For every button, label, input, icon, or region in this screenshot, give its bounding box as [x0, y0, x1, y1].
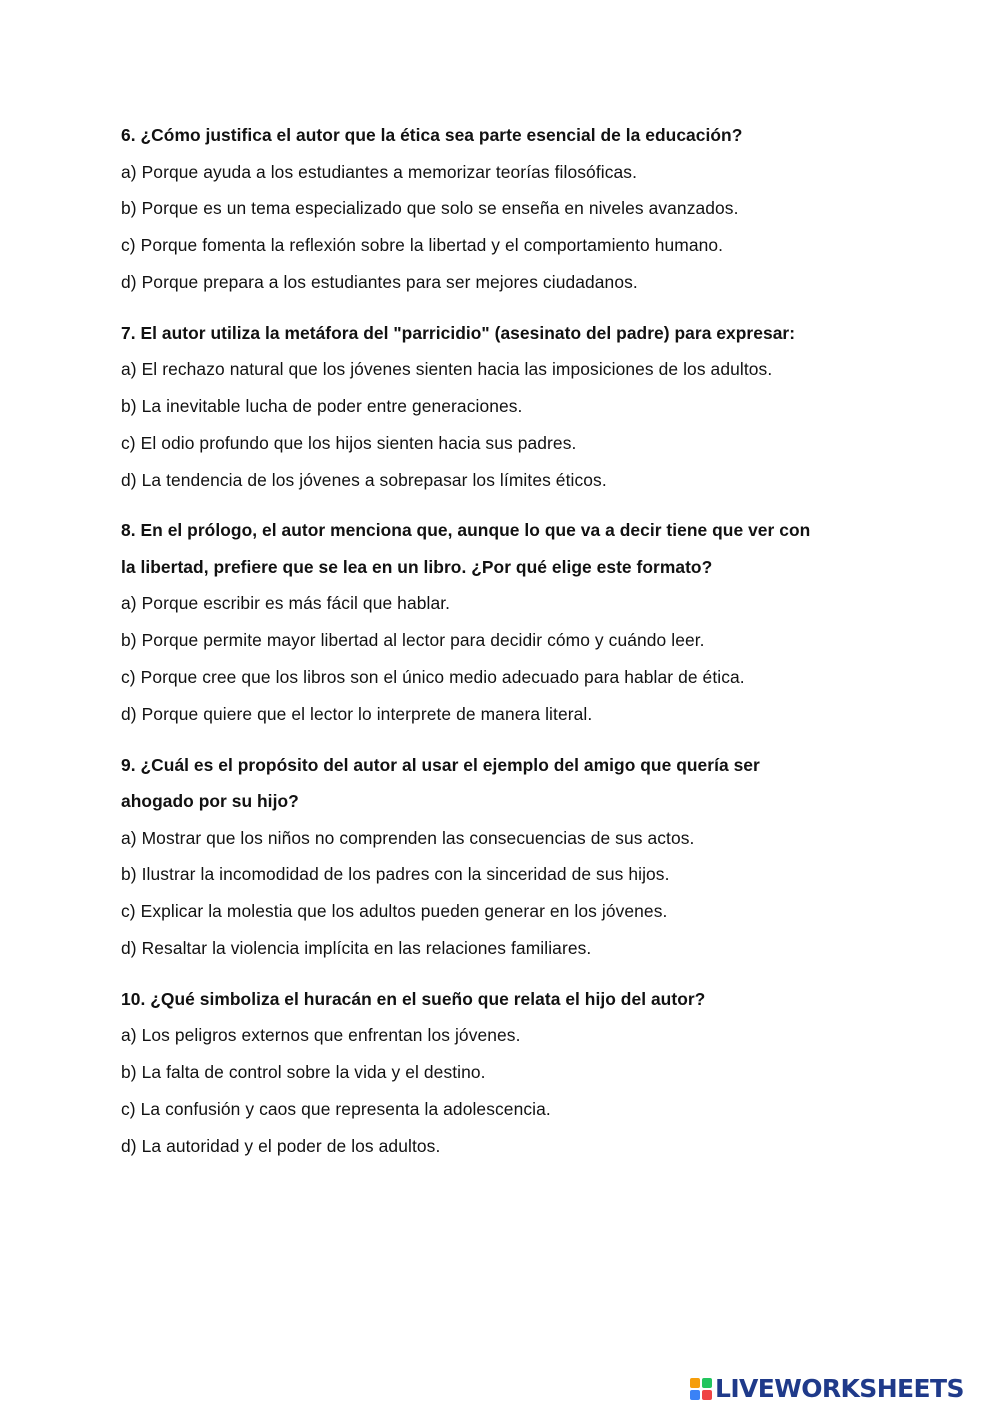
- answer-option[interactable]: c) Porque cree que los libros son el único medio adecuado para hablar de ética.: [121, 666, 745, 687]
- answer-option[interactable]: d) La autoridad y el poder de los adultos.: [121, 1135, 441, 1156]
- answer-option[interactable]: a) Mostrar que los niños no comprenden las consecuencias de sus actos.: [121, 827, 695, 848]
- answer-option[interactable]: b) Porque es un tema especializado que solo se enseña en niveles avanzados.: [121, 198, 739, 219]
- question-block-10: [121, 981, 881, 1165]
- answer-option[interactable]: a) Los peligros externos que enfrentan los jóvenes.: [121, 1025, 521, 1046]
- question-text: 9. ¿Cuál es el propósito del autor al usar el ejemplo del amigo que quería ser: [121, 754, 760, 775]
- worksheet-page: [121, 117, 881, 1178]
- brand-name: LIVEWORKSHEETS: [715, 1374, 964, 1403]
- question-text: 6. ¿Cómo justifica el autor que la ética sea parte esencial de la educación?: [121, 125, 743, 145]
- question-text: 8. En el prólogo, el autor menciona que, aunque lo que va a decir tiene que ver con: [121, 520, 811, 541]
- question-text-continued: la libertad, prefiere que se lea en un libro. ¿Por qué elige este formato?: [121, 556, 713, 577]
- question-text: 7. El autor utiliza la metáfora del "parricidio" (asesinato del padre) para expresar:: [121, 322, 796, 343]
- question-block-7: [121, 315, 881, 499]
- answer-option[interactable]: b) Porque permite mayor libertad al lector para decidir cómo y cuándo leer.: [121, 630, 705, 651]
- answer-option[interactable]: a) El rechazo natural que los jóvenes sienten hacia las imposiciones de los adultos.: [121, 359, 773, 380]
- answer-option[interactable]: a) Porque ayuda a los estudiantes a memorizar teorías filosóficas.: [121, 161, 638, 182]
- answer-option[interactable]: d) Porque quiere que el lector lo interprete de manera literal.: [121, 703, 593, 724]
- answer-option[interactable]: a) Porque escribir es más fácil que hablar.: [121, 593, 451, 614]
- answer-option[interactable]: b) La inevitable lucha de poder entre generaciones.: [121, 395, 523, 416]
- logo-square-icon: [702, 1390, 712, 1400]
- liveworksheets-logo-icon: [690, 1378, 712, 1400]
- answer-option[interactable]: d) La tendencia de los jóvenes a sobrepasar los límites éticos.: [121, 469, 607, 490]
- logo-square-icon: [690, 1390, 700, 1400]
- answer-option[interactable]: b) La falta de control sobre la vida y el destino.: [121, 1062, 486, 1083]
- answer-option[interactable]: b) Ilustrar la incomodidad de los padres con la sinceridad de sus hijos.: [121, 864, 670, 885]
- answer-option[interactable]: d) Resaltar la violencia implícita en las relaciones familiares.: [121, 937, 592, 958]
- logo-square-icon: [690, 1378, 700, 1388]
- answer-option[interactable]: d) Porque prepara a los estudiantes para ser mejores ciudadanos.: [121, 271, 638, 292]
- logo-square-icon: [702, 1378, 712, 1388]
- question-block-9: [121, 747, 881, 967]
- liveworksheets-logo: [690, 1374, 964, 1404]
- answer-option[interactable]: c) Explicar la molestia que los adultos pueden generar en los jóvenes.: [121, 901, 668, 922]
- question-block-8: [121, 512, 881, 732]
- question-block-6: [121, 117, 881, 301]
- answer-option[interactable]: c) El odio profundo que los hijos sienten hacia sus padres.: [121, 432, 577, 453]
- answer-option[interactable]: c) La confusión y caos que representa la adolescencia.: [121, 1098, 551, 1119]
- question-text-continued: ahogado por su hijo?: [121, 791, 299, 812]
- answer-option[interactable]: c) Porque fomenta la reflexión sobre la libertad y el comportamiento humano.: [121, 235, 724, 256]
- question-text: 10. ¿Qué simboliza el huracán en el sueño que relata el hijo del autor?: [121, 988, 706, 1009]
